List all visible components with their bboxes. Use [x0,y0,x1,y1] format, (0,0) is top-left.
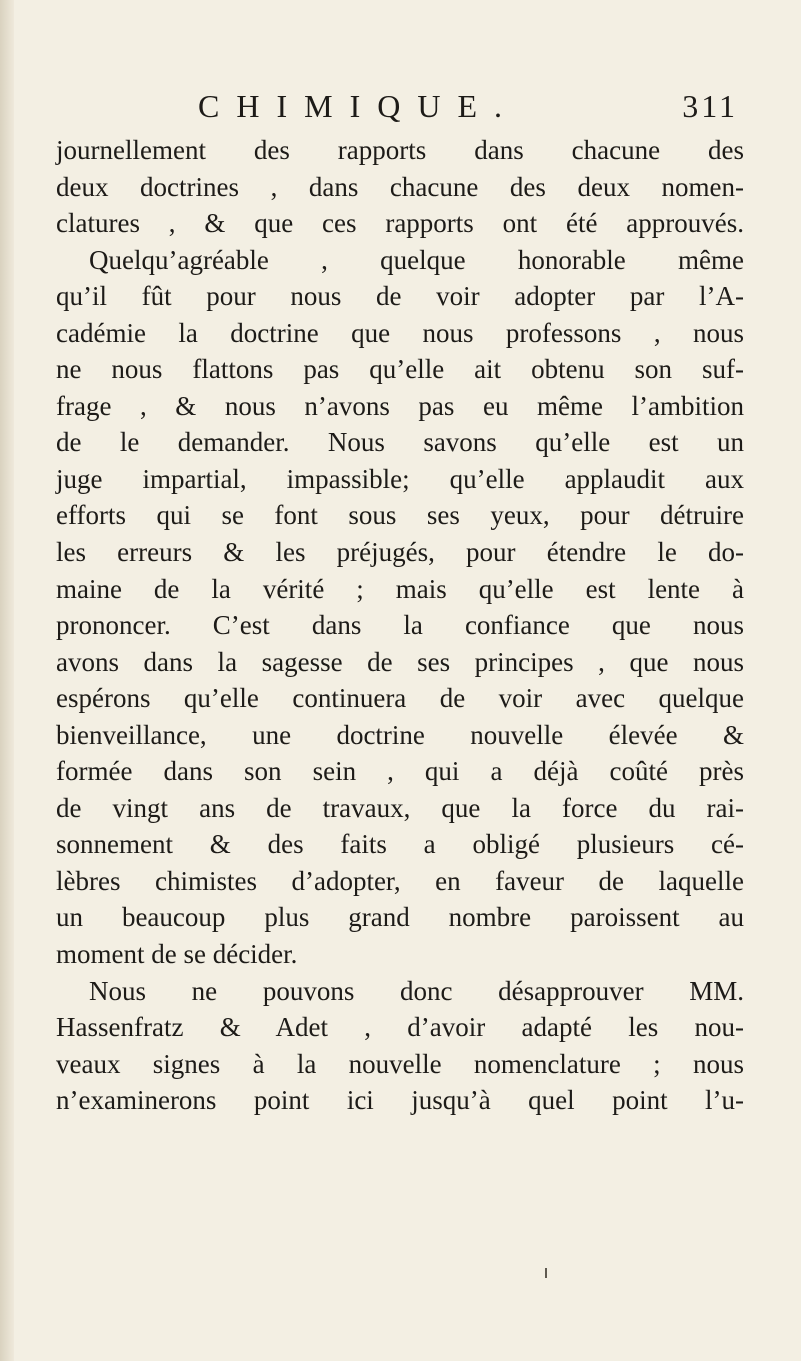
page-number: 311 [682,88,738,124]
text-line: qu’il fût pour nous de voir adopter par l’A- [56,281,744,312]
text-line: bienveillance, une doctrine nouvelle élevée & [56,719,744,750]
text-line: efforts qui se font sous ses yeux, pour détruire [56,500,744,531]
text-line: Hassenfratz & Adet , d’avoir adapté les nou- [56,1012,744,1043]
text-line: ne nous flattons pas qu’elle ait obtenu son suf- [56,354,744,385]
text-line: moment de se décider. [56,939,298,970]
text-line: les erreurs & les préjugés, pour étendre le do- [56,537,744,568]
text-line: maine de la vérité ; mais qu’elle est lente à [56,573,744,604]
text-line: lèbres chimistes d’adopter, en faveur de laquelle [56,865,744,896]
text-line: Nous ne pouvons donc désapprouver MM. [89,975,744,1006]
text-line: sonnement & des faits a obligé plusieurs cé- [56,829,744,860]
text-line: clatures , & que ces rapports ont été approuvés. [56,208,744,239]
text-line: n’examinerons point ici jusqu’à quel point l’u- [56,1085,744,1116]
text-line: avons dans la sagesse de ses principes , que nous [56,646,744,677]
text-line: Quelqu’agréable , quelque honorable même [89,244,744,275]
body-text [56,132,744,1119]
text-line: cadémie la doctrine que nous professons , nous [56,317,744,348]
text-line: un beaucoup plus grand nombre paroissent au [56,902,744,933]
text-line: veaux signes à la nouvelle nomenclature ; nous [56,1048,744,1079]
text-line: espérons qu’elle continuera de voir avec quelque [56,683,744,714]
text-line: de le demander. Nous savons qu’elle est un [56,427,744,458]
text-line: deux doctrines , dans chacune des deux nomen- [56,171,744,202]
text-line: journellement des rapports dans chacune des [56,135,744,165]
text-line: prononcer. C’est dans la confiance que nous [56,610,744,641]
ink-mark [545,1268,547,1278]
text-line: frage , & nous n’avons pas eu même l’ambition [56,390,744,421]
running-title: CHIMIQUE. [198,88,519,124]
text-line: de vingt ans de travaux, que la force du rai- [56,792,744,823]
running-head [198,82,738,132]
text-line: juge impartial, impassible; qu’elle applaudit aux [56,463,744,494]
text-line: formée dans son sein , qui a déjà coûté près [56,756,744,787]
